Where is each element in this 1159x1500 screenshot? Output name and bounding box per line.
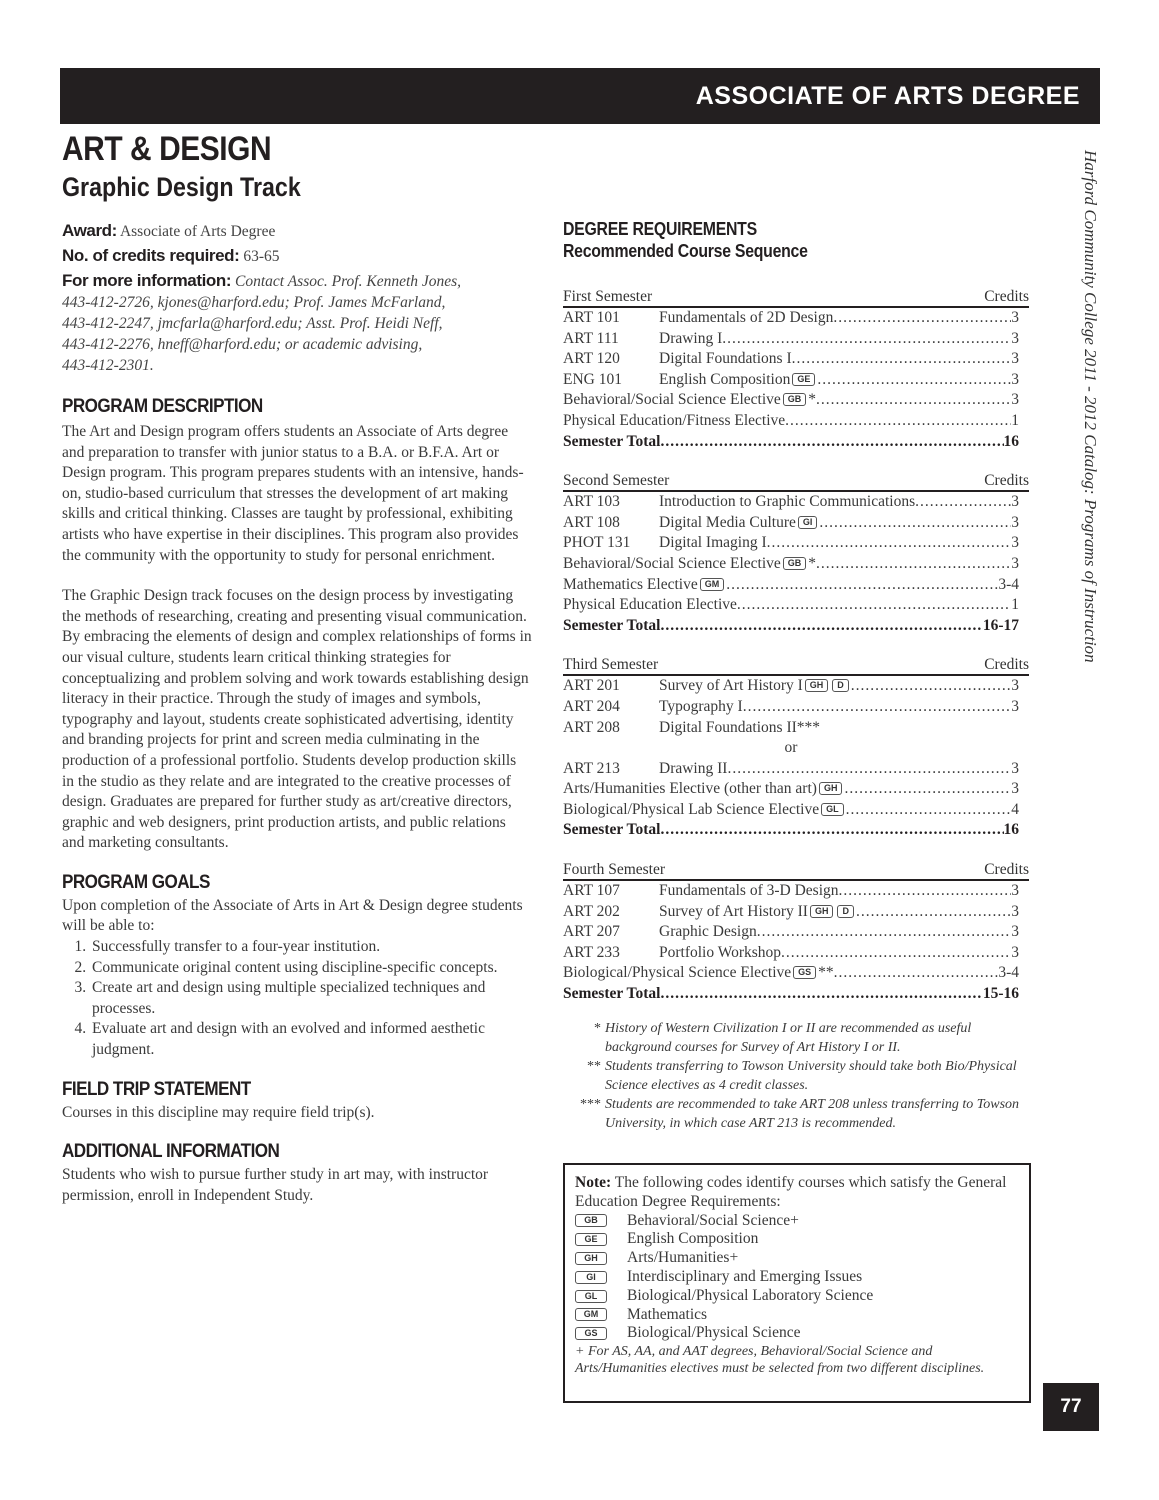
gen-ed-code-row bbox=[575, 1249, 1019, 1268]
program-goals-intro: Upon completion of the Associate of Arts in Art & Design degree students will be able to: bbox=[62, 896, 523, 935]
gen-ed-code-badge: GB bbox=[783, 393, 807, 406]
field-trip-text: Courses in this discipline may require field trip(s). bbox=[62, 1103, 375, 1121]
semester-table bbox=[563, 288, 1033, 452]
gen-ed-code-desc: Arts/Humanities+ bbox=[627, 1249, 739, 1267]
semester-name: Second Semester bbox=[563, 472, 670, 490]
course-credits: 3 bbox=[1011, 370, 1019, 388]
gen-ed-code-row bbox=[575, 1306, 1019, 1325]
gen-ed-code-row bbox=[575, 1287, 1019, 1306]
course-credits: 3 bbox=[1011, 493, 1019, 511]
gen-ed-code-desc: Mathematics bbox=[627, 1305, 708, 1323]
course-credits: 1 bbox=[1011, 411, 1019, 429]
gen-ed-code-row bbox=[575, 1212, 1019, 1231]
info-line: Contact Assoc. Prof. Kenneth Jones, bbox=[235, 273, 462, 290]
gen-ed-code-badge: GH bbox=[805, 679, 829, 692]
course-title: Fundamentals of 2D Design bbox=[659, 309, 834, 326]
course-title: Introduction to Graphic Communications bbox=[659, 493, 916, 511]
dot-leader bbox=[839, 881, 1012, 902]
course-row bbox=[563, 349, 1019, 370]
course-code: ART 107 bbox=[563, 882, 620, 900]
program-description-para2: The Graphic Design track focuses on the design process by investigating the methods of researching, creating and presenting visual communication. By embracing the elements of design and complex relationships of forms in our visual culture, students learn critical thinking strategies for conceptualizing and problem solving and work towards establishing design literacy in their practice. Through the study of images and symbols, typography and layout, students create sophisticated advertising, identity and branding projects for print and screen media culminating in the production of a professional portfolio. Students develop production skills in the studio as they relate and are integrated to the creative processes of design. Graduates are prepared for further study as art/creative directors, graphic and web designers, print production artists, and public relations and marketing consultants. bbox=[62, 587, 532, 852]
credits-column-label: Credits bbox=[984, 656, 1029, 674]
semester-total-row bbox=[563, 820, 1019, 841]
course-credits: 3 bbox=[1011, 677, 1019, 695]
dot-leader bbox=[767, 533, 1012, 554]
semester-table bbox=[563, 656, 1033, 841]
banner-title: ASSOCIATE OF ARTS DEGREE bbox=[695, 81, 1080, 110]
course-credits: 4 bbox=[1011, 800, 1019, 818]
info-line: 443-412-2301. bbox=[62, 357, 154, 374]
footnote-text: History of Western Civilization I or II are recommended as useful background courses for Survey of Art History I or II. bbox=[605, 1020, 972, 1055]
additional-info-heading: ADDITIONAL INFORMATION bbox=[62, 1141, 280, 1163]
semester-total-value: 16 bbox=[1003, 432, 1019, 450]
gen-ed-code-desc: Biological/Physical Laboratory Science bbox=[627, 1286, 874, 1304]
info-label: For more information: bbox=[62, 271, 232, 290]
note-text: The following codes identify courses which satisfy the General Education Degree Requirements: bbox=[575, 1174, 1007, 1210]
goal-item: 1. Successfully transfer to a four-year institution. bbox=[90, 937, 532, 958]
program-description-para1: The Art and Design program offers students an Associate of Arts degree and preparation to transfer with junior status to a B.A. or B.F.A. Art or Design program. This program prepares students with an intensive, hands-on, studio-based curriculum that stresses the development of art making skills and critical thinking. Classes are taught by professional, exhibiting artists who have expertise in their disciplines. This program also provides the community with the opportunity to study for personal enrichment. bbox=[62, 423, 524, 564]
footnote bbox=[563, 1095, 1033, 1133]
gen-ed-code-badge: GS bbox=[575, 1327, 607, 1340]
course-row bbox=[563, 697, 1019, 718]
credits-column-label: Credits bbox=[984, 288, 1029, 305]
course-title: Drawing I bbox=[659, 329, 723, 347]
gen-ed-note-box bbox=[563, 1163, 1031, 1403]
course-credits: 3 bbox=[1011, 780, 1019, 798]
page-title: ART & DESIGN bbox=[62, 130, 272, 168]
course-code: ART 233 bbox=[563, 943, 620, 961]
course-row bbox=[563, 554, 1019, 575]
dot-leader bbox=[817, 370, 1011, 391]
dot-leader bbox=[846, 800, 1012, 821]
dot-leader bbox=[833, 308, 1011, 329]
note-label: Note: bbox=[575, 1174, 612, 1191]
page-number: 77 bbox=[1043, 1383, 1099, 1431]
degree-requirements-heading: DEGREE REQUIREMENTS bbox=[563, 219, 757, 239]
course-code: ART 201 bbox=[563, 677, 620, 695]
gen-ed-code-badge: D bbox=[832, 679, 849, 692]
course-row bbox=[563, 943, 1019, 964]
semester-header bbox=[563, 472, 1029, 492]
semester-header bbox=[563, 861, 1029, 881]
dot-leader bbox=[757, 922, 1012, 943]
course-row bbox=[563, 329, 1019, 350]
course-credits: 3 bbox=[1011, 391, 1019, 409]
dot-leader bbox=[727, 759, 1011, 780]
course-title: Biological/Physical Science Elective GS ** bbox=[563, 964, 834, 982]
dot-leader bbox=[851, 676, 1011, 697]
semester-total-row bbox=[563, 984, 1019, 1005]
footnote-mark: * bbox=[594, 1020, 601, 1036]
semester-total-label: Semester Total bbox=[563, 616, 661, 634]
dot-leader bbox=[816, 390, 1011, 411]
course-title: Portfolio Workshop bbox=[659, 943, 782, 961]
footnotes bbox=[563, 1019, 1033, 1133]
course-title: Arts/Humanities Elective (other than art) GH bbox=[563, 779, 844, 800]
course-title: Digital Imaging I bbox=[659, 534, 767, 552]
course-credits: 3 bbox=[1011, 759, 1019, 777]
note-footer: + For AS, AA, and AAT degrees, Behavioral/Social Science and Arts/Humanities electives must be selected from two different disciplines. bbox=[575, 1344, 985, 1377]
semester-tables bbox=[563, 288, 1033, 1005]
goal-item: 4. Evaluate art and design with an evolved and informed aesthetic judgment. bbox=[90, 1019, 532, 1060]
dot-leader bbox=[844, 779, 1011, 800]
gen-ed-code-badge: GB bbox=[783, 557, 807, 570]
course-code: ART 213 bbox=[563, 759, 620, 777]
course-title: Graphic Design bbox=[659, 923, 757, 941]
program-goals-list bbox=[62, 937, 532, 1061]
semester-total-row bbox=[563, 432, 1019, 453]
semester-name: Fourth Semester bbox=[563, 861, 666, 879]
semester-total-row bbox=[563, 616, 1019, 637]
dot-leader bbox=[660, 984, 982, 1005]
gen-ed-code-badge: GM bbox=[700, 578, 725, 591]
course-credits: 3 bbox=[1011, 534, 1019, 552]
course-credits: 3 bbox=[1011, 943, 1019, 961]
course-title: Drawing II bbox=[659, 759, 728, 777]
gen-ed-code-desc: Biological/Physical Science bbox=[627, 1324, 801, 1342]
course-row bbox=[563, 411, 1019, 432]
contact-info bbox=[62, 270, 532, 376]
dot-leader bbox=[660, 432, 1003, 453]
course-credits: 3 bbox=[1011, 329, 1019, 347]
course-row bbox=[563, 759, 1019, 780]
course-title: Mathematics Elective GM bbox=[563, 575, 726, 596]
course-title: Survey of Art History II GH D bbox=[659, 902, 856, 923]
dot-leader bbox=[660, 616, 982, 637]
course-title: Fundamentals of 3-D Design bbox=[659, 882, 839, 900]
semester-header bbox=[563, 656, 1029, 676]
semester-table bbox=[563, 472, 1033, 636]
course-title: Typography I bbox=[659, 697, 743, 715]
semester-total-value: 16 bbox=[1003, 821, 1019, 839]
award-line bbox=[62, 220, 532, 242]
course-row bbox=[563, 902, 1019, 923]
course-credits: 3 bbox=[1011, 513, 1019, 531]
credits-column-label: Credits bbox=[984, 861, 1029, 879]
dot-leader bbox=[785, 411, 1011, 432]
footnote-text: Students transferring to Towson University should take both Bio/Physical Science electives as 4 credit classes. bbox=[605, 1058, 1017, 1093]
dot-leader bbox=[819, 513, 1011, 534]
course-row bbox=[563, 922, 1019, 943]
course-row bbox=[563, 390, 1019, 411]
course-code: PHOT 131 bbox=[563, 534, 631, 552]
info-line: 443-412-2247, jmcfarla@harford.edu; Asst. Prof. Heidi Neff, bbox=[62, 315, 443, 332]
course-title: Biological/Physical Lab Science Elective GL bbox=[563, 800, 846, 821]
gen-ed-code-badge: GE bbox=[575, 1233, 607, 1246]
course-title: Digital Media Culture GI bbox=[659, 513, 819, 534]
semester-total-label: Semester Total bbox=[563, 985, 661, 1003]
dot-leader bbox=[816, 554, 1011, 575]
footnote-text: Students are recommended to take ART 208 unless transferring to Towson University, in which case ART 213 is recommended. bbox=[605, 1096, 1020, 1131]
course-title: Behavioral/Social Science Elective GB * bbox=[563, 391, 817, 409]
info-line: 443-412-2726, kjones@harford.edu; Prof. James McFarland, bbox=[62, 294, 446, 311]
course-title: Digital Foundations I bbox=[659, 350, 792, 368]
dot-leader bbox=[722, 329, 1011, 350]
dot-leader bbox=[792, 349, 1012, 370]
side-running-title: Harford Community College 2011 - 2012 Catalog: Programs of Instruction bbox=[1081, 150, 1100, 663]
course-credits: 3 bbox=[1011, 923, 1019, 941]
dot-leader bbox=[743, 697, 1012, 718]
course-title: English Composition GE bbox=[659, 370, 817, 391]
info-line: 443-412-2276, hneff@harford.edu; or academic advising, bbox=[62, 336, 423, 353]
dot-leader bbox=[915, 492, 1011, 513]
course-row bbox=[563, 370, 1019, 391]
dot-leader bbox=[834, 963, 999, 984]
semester-name: Third Semester bbox=[563, 656, 659, 674]
dot-leader bbox=[726, 575, 998, 596]
gen-ed-code-badge: D bbox=[837, 905, 854, 918]
dot-leader bbox=[660, 820, 1003, 841]
course-title: Survey of Art History I GH D bbox=[659, 676, 851, 697]
credits-line bbox=[62, 245, 532, 267]
course-row bbox=[563, 963, 1019, 984]
page-subtitle: Graphic Design Track bbox=[62, 172, 301, 202]
dot-leader bbox=[856, 902, 1011, 923]
course-row bbox=[563, 800, 1019, 821]
course-row bbox=[563, 492, 1019, 513]
footnote bbox=[563, 1019, 1033, 1057]
course-title: Behavioral/Social Science Elective GB * bbox=[563, 554, 817, 572]
gen-ed-code-badge: GL bbox=[575, 1290, 607, 1303]
course-row bbox=[563, 533, 1019, 554]
course-credits: 3 bbox=[1011, 350, 1019, 368]
gen-ed-code-badge: GM bbox=[575, 1308, 607, 1321]
course-title: Physical Education/Fitness Elective bbox=[563, 411, 786, 429]
footnote-mark: *** bbox=[580, 1096, 601, 1112]
footnote bbox=[563, 1057, 1033, 1095]
course-row bbox=[563, 881, 1019, 902]
course-row bbox=[563, 718, 1019, 739]
gen-ed-code-badge: GH bbox=[810, 905, 834, 918]
gen-ed-code-badge: GI bbox=[575, 1271, 607, 1284]
semester-table bbox=[563, 861, 1033, 1005]
course-code: ART 120 bbox=[563, 350, 620, 368]
footnote-mark: ** bbox=[587, 1058, 601, 1074]
course-row bbox=[563, 513, 1019, 534]
course-credits: 3-4 bbox=[998, 575, 1019, 593]
course-code: ART 208 bbox=[563, 718, 620, 736]
semester-total-label: Semester Total bbox=[563, 821, 661, 839]
semester-name: First Semester bbox=[563, 288, 653, 305]
gen-ed-code-row bbox=[575, 1268, 1019, 1287]
course-row bbox=[563, 308, 1019, 329]
course-row bbox=[563, 595, 1019, 616]
course-code: ART 101 bbox=[563, 309, 620, 326]
or-separator: or bbox=[784, 739, 798, 757]
award-value: Associate of Arts Degree bbox=[119, 223, 276, 240]
header-banner bbox=[60, 68, 1100, 124]
gen-ed-code-desc: Behavioral/Social Science+ bbox=[627, 1211, 799, 1229]
course-code: ART 108 bbox=[563, 513, 620, 531]
course-title: Physical Education Elective bbox=[563, 596, 737, 614]
course-row bbox=[563, 779, 1019, 800]
course-code: ART 204 bbox=[563, 697, 620, 715]
gen-ed-code-desc: English Composition bbox=[627, 1230, 759, 1248]
dot-leader bbox=[737, 595, 1011, 616]
gen-ed-code-list bbox=[575, 1212, 1019, 1344]
course-code: ENG 101 bbox=[563, 370, 622, 388]
course-code: ART 202 bbox=[563, 902, 620, 920]
left-column bbox=[62, 220, 532, 1206]
course-sequence-subheading: Recommended Course Sequence bbox=[563, 241, 808, 261]
gen-ed-code-row bbox=[575, 1230, 1019, 1249]
gen-ed-code-badge: GL bbox=[821, 803, 844, 816]
goal-item: 3. Create art and design using multiple specialized techniques and processes. bbox=[90, 978, 532, 1019]
course-code: ART 103 bbox=[563, 493, 620, 511]
course-credits: 3 bbox=[1011, 902, 1019, 920]
course-title: Digital Foundations II*** bbox=[659, 718, 821, 736]
course-row bbox=[563, 676, 1019, 697]
program-goals-heading: PROGRAM GOALS bbox=[62, 871, 210, 893]
course-row bbox=[563, 575, 1019, 596]
dot-leader bbox=[781, 943, 1011, 964]
course-credits: 3 bbox=[1011, 554, 1019, 572]
course-credits: 1 bbox=[1011, 596, 1019, 614]
course-code: ART 111 bbox=[563, 329, 619, 347]
course-credits: 3 bbox=[1011, 309, 1019, 326]
gen-ed-code-row bbox=[575, 1324, 1019, 1343]
note-intro bbox=[575, 1174, 1019, 1212]
program-description-heading: PROGRAM DESCRIPTION bbox=[62, 396, 263, 417]
course-credits: 3 bbox=[1011, 697, 1019, 715]
gen-ed-code-badge: GH bbox=[575, 1252, 607, 1265]
right-column bbox=[563, 218, 1033, 1133]
course-code: ART 207 bbox=[563, 923, 620, 941]
course-credits: 3 bbox=[1011, 882, 1019, 900]
gen-ed-code-badge: GI bbox=[798, 516, 818, 529]
credits-label: No. of credits required: bbox=[62, 246, 240, 265]
semester-total-value: 16-17 bbox=[982, 616, 1019, 634]
field-trip-heading: FIELD TRIP STATEMENT bbox=[62, 1078, 251, 1100]
gen-ed-code-badge: GS bbox=[793, 966, 816, 979]
gen-ed-code-badge: GH bbox=[819, 782, 843, 795]
semester-total-value: 15-16 bbox=[982, 985, 1019, 1003]
gen-ed-code-badge: GE bbox=[792, 373, 815, 386]
semester-header bbox=[563, 288, 1029, 308]
gen-ed-code-desc: Interdisciplinary and Emerging Issues bbox=[627, 1267, 863, 1285]
credits-value: 63-65 bbox=[243, 248, 280, 265]
award-label: Award: bbox=[62, 221, 117, 240]
credits-column-label: Credits bbox=[984, 472, 1029, 490]
course-credits: 3-4 bbox=[998, 964, 1019, 982]
semester-total-label: Semester Total bbox=[563, 432, 661, 450]
goal-item: 2. Communicate original content using discipline-specific concepts. bbox=[90, 958, 532, 979]
gen-ed-code-badge: GB bbox=[575, 1214, 607, 1227]
additional-info-text: Students who wish to pursue further study in art may, with instructor permission, enroll in Independent Study. bbox=[62, 1166, 489, 1204]
